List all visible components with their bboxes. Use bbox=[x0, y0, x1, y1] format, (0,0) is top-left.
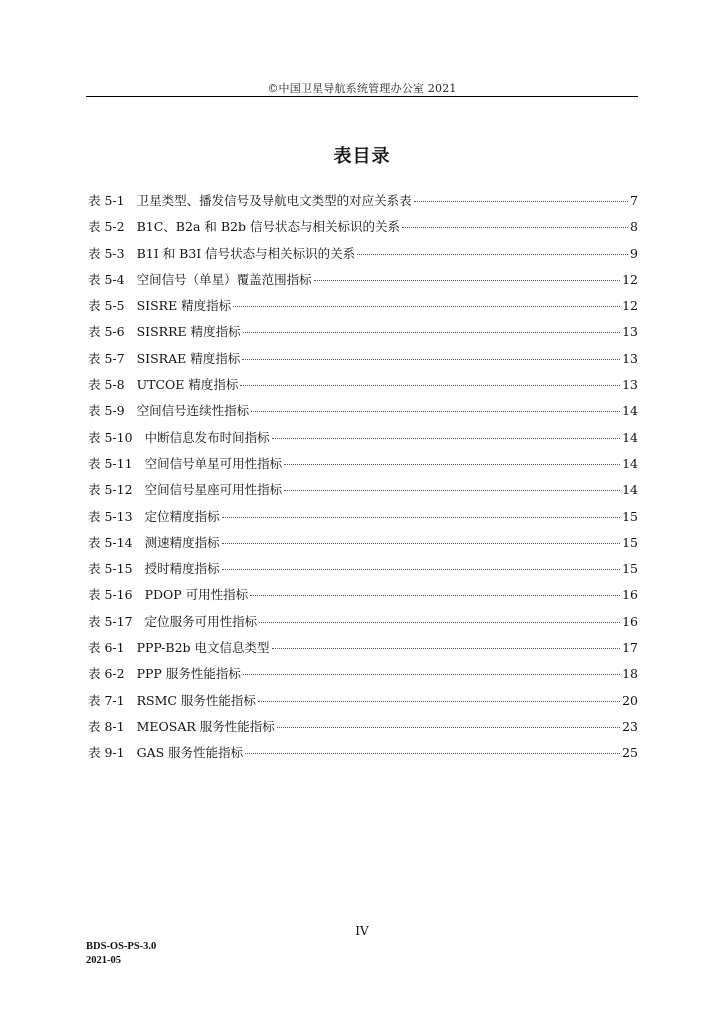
toc-entry-number: 表 5-7 bbox=[88, 350, 125, 366]
toc-entry-number: 表 6-1 bbox=[88, 640, 125, 656]
document-date: 2021-05 bbox=[86, 955, 121, 966]
toc-entry[interactable] bbox=[88, 375, 638, 401]
list-of-tables bbox=[88, 191, 638, 770]
toc-entry-page: 16 bbox=[622, 613, 638, 629]
toc-entry-number: 表 6-2 bbox=[88, 666, 125, 682]
toc-entry-number: 表 5-16 bbox=[88, 587, 133, 603]
toc-entry-page: 12 bbox=[622, 271, 638, 287]
header-rule bbox=[86, 96, 638, 97]
toc-entry-number: 表 5-2 bbox=[88, 219, 125, 235]
dot-leader bbox=[402, 226, 628, 228]
toc-entry-number: 表 5-4 bbox=[88, 271, 125, 287]
toc-entry-number: 表 5-14 bbox=[88, 534, 133, 550]
toc-entry-number: 表 5-8 bbox=[88, 377, 125, 393]
toc-entry[interactable] bbox=[88, 717, 638, 743]
toc-entry-number: 表 9-1 bbox=[88, 745, 125, 761]
toc-entry-number: 表 5-17 bbox=[88, 613, 133, 629]
toc-entry-title: GAS 服务性能指标 bbox=[136, 745, 244, 761]
toc-entry-number: 表 5-11 bbox=[88, 455, 133, 471]
toc-entry[interactable] bbox=[88, 428, 638, 454]
toc-entry[interactable] bbox=[88, 612, 638, 638]
toc-entry-title: SISRE 精度指标 bbox=[136, 298, 232, 314]
dot-leader bbox=[284, 489, 620, 491]
toc-entry-title: 空间信号连续性指标 bbox=[136, 403, 250, 419]
dot-leader bbox=[222, 516, 621, 518]
toc-entry-title: PPP-B2b 电文信息类型 bbox=[136, 640, 270, 656]
toc-entry-number: 表 5-3 bbox=[88, 245, 125, 261]
toc-entry-title: MEOSAR 服务性能指标 bbox=[136, 718, 275, 734]
toc-entry-title: 定位精度指标 bbox=[144, 508, 220, 524]
toc-entry-title: 空间信号星座可用性指标 bbox=[144, 482, 283, 498]
toc-entry-page: 25 bbox=[622, 745, 638, 761]
toc-entry-page: 14 bbox=[622, 455, 638, 471]
toc-entry[interactable] bbox=[88, 244, 638, 270]
dot-leader bbox=[357, 253, 628, 255]
toc-entry-title: 空间信号单星可用性指标 bbox=[144, 455, 283, 471]
toc-entry[interactable] bbox=[88, 638, 638, 664]
toc-entry-title: 授时精度指标 bbox=[144, 561, 220, 577]
toc-entry[interactable] bbox=[88, 691, 638, 717]
toc-entry[interactable] bbox=[88, 664, 638, 690]
toc-entry-number: 表 5-9 bbox=[88, 403, 125, 419]
toc-entry-title: B1I 和 B3I 信号状态与相关标识的关系 bbox=[136, 245, 356, 261]
toc-entry-page: 18 bbox=[622, 666, 638, 682]
toc-entry-page: 7 bbox=[630, 193, 638, 208]
toc-entry[interactable] bbox=[88, 401, 638, 427]
toc-entry-page: 8 bbox=[630, 219, 638, 235]
dot-leader bbox=[277, 726, 620, 728]
page-number: IV bbox=[355, 924, 369, 938]
toc-entry-page: 13 bbox=[622, 350, 638, 366]
dot-leader bbox=[314, 279, 620, 281]
dot-leader bbox=[284, 463, 620, 465]
toc-entry-title: 中断信息发布时间指标 bbox=[144, 429, 270, 445]
toc-entry-title: PDOP 可用性指标 bbox=[144, 587, 249, 603]
toc-entry-number: 表 5-12 bbox=[88, 482, 133, 498]
toc-entry-number: 表 5-1 bbox=[88, 193, 125, 208]
toc-entry-number: 表 5-5 bbox=[88, 298, 125, 314]
toc-entry-title: B1C、B2a 和 B2b 信号状态与相关标识的关系 bbox=[136, 219, 400, 235]
toc-entry-page: 16 bbox=[622, 587, 638, 603]
document-code-block bbox=[86, 940, 156, 968]
toc-entry-page: 9 bbox=[630, 245, 638, 261]
toc-entry[interactable] bbox=[88, 191, 638, 217]
toc-entry-title: 空间信号（单星）覆盖范围指标 bbox=[136, 271, 312, 287]
toc-entry[interactable] bbox=[88, 585, 638, 611]
dot-leader bbox=[250, 594, 620, 596]
toc-entry[interactable] bbox=[88, 270, 638, 296]
toc-entry-title: SISRAE 精度指标 bbox=[136, 350, 241, 366]
toc-entry-page: 13 bbox=[622, 324, 638, 340]
toc-entry-number: 表 8-1 bbox=[88, 718, 125, 734]
toc-entry-number: 表 5-6 bbox=[88, 324, 125, 340]
dot-leader bbox=[414, 200, 628, 202]
toc-entry[interactable] bbox=[88, 454, 638, 480]
toc-entry-page: 15 bbox=[622, 561, 638, 577]
page-title: 表目录 bbox=[333, 146, 391, 167]
toc-entry-page: 13 bbox=[622, 377, 638, 393]
dot-leader bbox=[243, 673, 620, 675]
document-code: BDS-OS-PS-3.0 bbox=[86, 941, 157, 952]
toc-entry-page: 17 bbox=[622, 640, 638, 656]
dot-leader bbox=[258, 700, 620, 702]
dot-leader bbox=[259, 621, 620, 623]
dot-leader bbox=[272, 437, 621, 439]
toc-entry[interactable] bbox=[88, 533, 638, 559]
toc-entry-page: 23 bbox=[622, 718, 638, 734]
toc-entry-title: RSMC 服务性能指标 bbox=[136, 692, 256, 708]
toc-entry-title: SISRRE 精度指标 bbox=[136, 324, 241, 340]
toc-entry-page: 14 bbox=[622, 482, 638, 498]
toc-entry[interactable] bbox=[88, 507, 638, 533]
toc-entry-page: 14 bbox=[622, 403, 638, 419]
toc-entry-title: 卫星类型、播发信号及导航电文类型的对应关系表 bbox=[136, 193, 412, 208]
toc-entry-page: 15 bbox=[622, 534, 638, 550]
toc-entry-page: 12 bbox=[622, 298, 638, 314]
dot-leader bbox=[245, 752, 620, 754]
toc-entry[interactable] bbox=[88, 559, 638, 585]
dot-leader bbox=[272, 647, 621, 649]
dot-leader bbox=[222, 542, 621, 544]
toc-entry-title: 测速精度指标 bbox=[144, 534, 220, 550]
dot-leader bbox=[243, 331, 620, 333]
dot-leader bbox=[242, 358, 620, 360]
running-header: ©中国卫星导航系统管理办公室 2021 bbox=[267, 82, 457, 95]
toc-entry[interactable] bbox=[88, 349, 638, 375]
toc-entry-page: 14 bbox=[622, 429, 638, 445]
toc-entry[interactable] bbox=[88, 322, 638, 348]
dot-leader bbox=[222, 568, 621, 570]
toc-entry-title: PPP 服务性能指标 bbox=[136, 666, 241, 682]
toc-entry-number: 表 5-13 bbox=[88, 508, 133, 524]
toc-entry-number: 表 5-15 bbox=[88, 561, 133, 577]
toc-entry[interactable] bbox=[88, 296, 638, 322]
dot-leader bbox=[251, 410, 620, 412]
toc-entry-page: 20 bbox=[622, 692, 638, 708]
toc-entry-number: 表 7-1 bbox=[88, 692, 125, 708]
toc-entry[interactable] bbox=[88, 480, 638, 506]
toc-entry[interactable] bbox=[88, 743, 638, 769]
toc-entry-title: UTCOE 精度指标 bbox=[136, 377, 239, 393]
toc-entry-page: 15 bbox=[622, 508, 638, 524]
toc-entry-number: 表 5-10 bbox=[88, 429, 133, 445]
toc-entry[interactable] bbox=[88, 217, 638, 243]
toc-entry-title: 定位服务可用性指标 bbox=[144, 613, 258, 629]
dot-leader bbox=[240, 384, 620, 386]
dot-leader bbox=[233, 305, 620, 307]
